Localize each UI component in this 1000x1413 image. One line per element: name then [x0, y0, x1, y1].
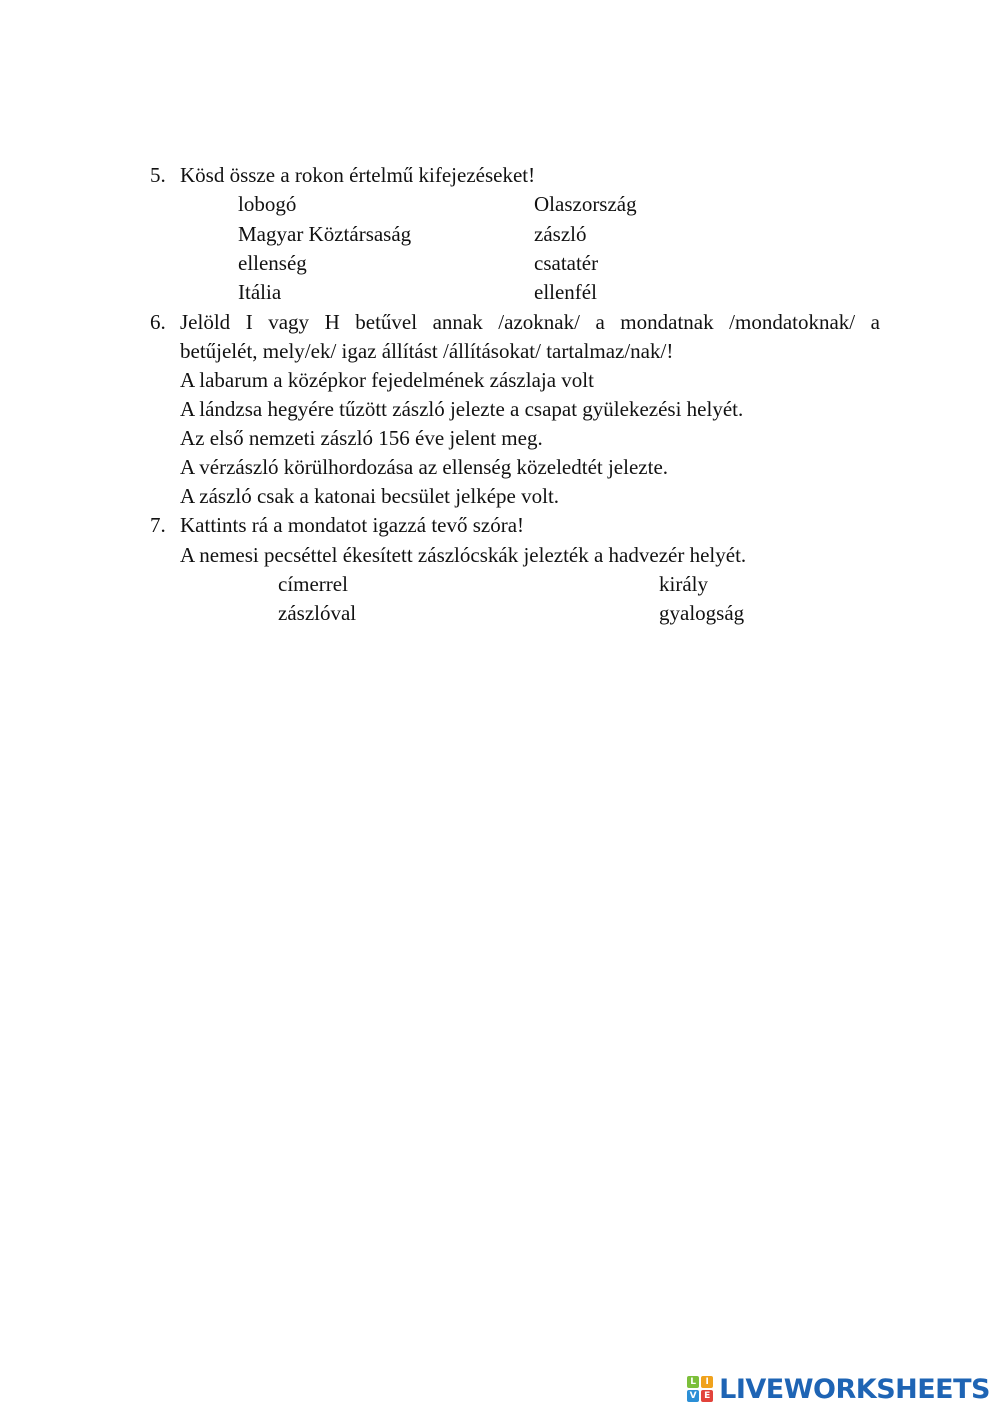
q5-left-item[interactable]: lobogó	[238, 192, 297, 216]
q6-statement[interactable]: A zászló csak a katonai becsület jelképe volt.	[180, 484, 560, 508]
q6-statement[interactable]: A lándzsa hegyére tűzött zászló jelezte a csapat gyülekezési helyét.	[180, 397, 744, 421]
q6-title-line2: betűjelét, mely/ek/ igaz állítást /állításokat/ tartalmaz/nak/!	[180, 339, 674, 363]
logo-block: V	[687, 1390, 699, 1402]
q5-right-item[interactable]: zászló	[534, 222, 587, 246]
q7-option[interactable]: gyalogság	[659, 601, 745, 625]
q6-statement[interactable]: A labarum a középkor fejedelmének zászlaja volt	[180, 368, 594, 392]
logo-block: E	[701, 1390, 713, 1402]
q6-title-line1: Jelöld I vagy H betűvel annak /azoknak/ a mondatnak /mondatoknak/ a	[180, 310, 880, 334]
q5-left-item[interactable]: Magyar Köztársaság	[238, 222, 412, 246]
q7-title: Kattints rá a mondatot igazzá tevő szóra!	[180, 513, 525, 537]
q6-number: 6.	[150, 310, 166, 334]
q5-left-item[interactable]: Itália	[238, 280, 282, 304]
logo-block: L	[687, 1376, 699, 1388]
q5-left-item[interactable]: ellenség	[238, 251, 307, 275]
logo-text: LIVEWORKSHEETS	[719, 1373, 990, 1405]
q5-number: 5.	[150, 163, 166, 187]
q5-right-item[interactable]: csatatér	[534, 251, 599, 275]
q7-sentence: A nemesi pecséttel ékesített zászlócskák jelezték a hadvezér helyét.	[180, 543, 747, 567]
logo-block: I	[701, 1376, 713, 1388]
q7-option[interactable]: zászlóval	[278, 601, 357, 625]
q5-right-item[interactable]: ellenfél	[534, 280, 597, 304]
liveworksheets-logo	[687, 1373, 990, 1405]
q6-statement[interactable]: A vérzászló körülhordozása az ellenség közeledtét jelezte.	[180, 455, 669, 479]
q5-title: Kösd össze a rokon értelmű kifejezéseket!	[180, 163, 536, 187]
q7-number: 7.	[150, 513, 166, 537]
q7-option[interactable]: király	[659, 572, 708, 596]
logo-blocks-icon	[687, 1376, 713, 1402]
q6-statement[interactable]: Az első nemzeti zászló 156 éve jelent meg.	[180, 426, 543, 450]
q5-right-item[interactable]: Olaszország	[534, 192, 637, 216]
q7-option[interactable]: címerrel	[278, 572, 348, 596]
